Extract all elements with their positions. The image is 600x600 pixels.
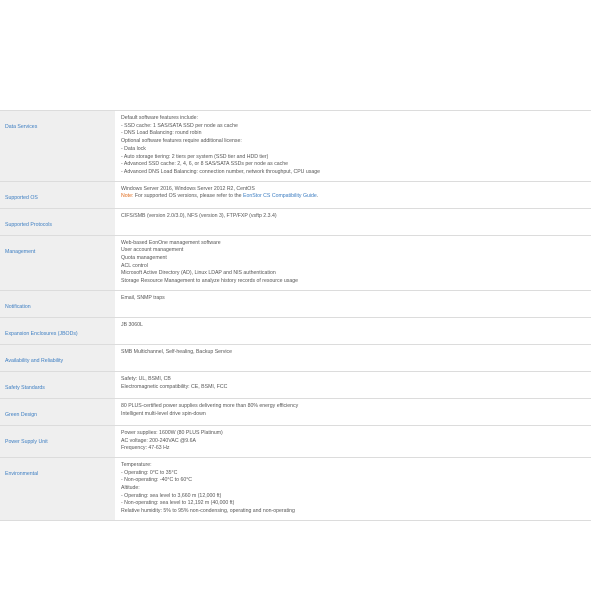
row-text: - Non-operating: sea level to 12,192 m (40,000 ft) bbox=[121, 500, 235, 507]
row-text: Safety: UL, BSMI, CB bbox=[121, 375, 171, 382]
row-safety-standards bbox=[0, 372, 591, 399]
row-text: - Non-operating: -40°C to 60°C bbox=[121, 477, 193, 484]
row-text: - DNS Load Balancing: round robin bbox=[121, 130, 202, 137]
row-text: - Auto storage tiering: 2 tiers per system (SSD tier and HDD tier) bbox=[121, 153, 269, 160]
row-text: Microsoft Active Directory (AD), Linux LDAP and NIS authentication bbox=[121, 270, 276, 277]
row-label: Green Design bbox=[5, 411, 38, 418]
row-text: Altitude: bbox=[121, 485, 140, 492]
row-text: Electromagnetic compatibility: CE, BSMI, FCC bbox=[121, 383, 228, 390]
row-environmental bbox=[0, 458, 591, 521]
row-text: Email, SNMP traps bbox=[121, 294, 165, 301]
row-supported-protocols bbox=[0, 209, 591, 236]
row-text: Quota management bbox=[121, 255, 167, 262]
row-text: - Data lock bbox=[121, 145, 146, 152]
row-text: Windows Server 2016, Windows Server 2012 R2, CentOS bbox=[121, 185, 255, 192]
row-text: AC voltage: 200-240VAC @9.6A bbox=[121, 437, 196, 444]
row-text: - SSD cache: 1 SAS/SATA SSD per node as cache bbox=[121, 122, 238, 129]
row-text: - Operating: sea level to 3,660 m (12,000 ft) bbox=[121, 492, 222, 499]
row-notification bbox=[0, 291, 591, 318]
row-label: Safety Standards bbox=[5, 384, 45, 391]
row-text: Intelligent multi-level drive spin-down bbox=[121, 410, 206, 417]
row-green-design bbox=[0, 399, 591, 426]
note-label: Note: bbox=[121, 193, 134, 200]
row-supported-os bbox=[0, 182, 591, 209]
os-note bbox=[121, 193, 586, 201]
row-text: CIFS/SMB (version 2.0/3.0), NFS (version 3), FTP/FXP (vsftp 2.3.4) bbox=[121, 212, 277, 219]
row-text: 80 PLUS-certified power supplies delivering more than 80% energy efficiency bbox=[121, 402, 299, 409]
specifications-table bbox=[0, 110, 591, 521]
row-text: - Advanced DNS Load Balancing: connection number, network throughput, CPU usage bbox=[121, 168, 320, 175]
row-expansion-enclosures bbox=[0, 318, 591, 345]
row-label: Power Supply Unit bbox=[5, 438, 48, 445]
row-text: Storage Resource Management to analyze history records of resource usage bbox=[121, 278, 299, 285]
row-text: - Advanced SSD cache: 2, 4, 6, or 8 SAS/SATA SSDs per node as cache bbox=[121, 161, 289, 168]
row-label: Notification bbox=[5, 303, 31, 310]
row-text: Optional software features require additional license: bbox=[121, 138, 242, 145]
row-power-supply-unit bbox=[0, 426, 591, 458]
row-text: Frequency: 47-63 Hz bbox=[121, 445, 170, 452]
row-text: Temperature: bbox=[121, 461, 152, 468]
row-label: Supported Protocols bbox=[5, 221, 53, 228]
row-label: Availability and Reliability bbox=[5, 357, 64, 364]
row-text: ACL control bbox=[121, 262, 148, 269]
row-availability-reliability bbox=[0, 345, 591, 372]
row-text: Web-based EonOne management software bbox=[121, 239, 221, 246]
row-data-services bbox=[0, 110, 591, 182]
row-text: User account management bbox=[121, 247, 184, 254]
row-text: - Operating: 0°C to 35°C bbox=[121, 469, 178, 476]
row-label: Supported OS bbox=[5, 194, 38, 201]
row-management bbox=[0, 236, 591, 291]
row-text: Default software features include: bbox=[121, 115, 198, 121]
row-text: Relative humidity: 5% to 95% non-condensing, operating and non-operating bbox=[121, 508, 295, 515]
row-text: SMB Multichannel, Self-healing, Backup Service bbox=[121, 348, 233, 355]
row-label: Expansion Enclosures (JBODs) bbox=[5, 330, 78, 337]
note-text: For supported OS versions, please refer to the bbox=[133, 193, 243, 200]
row-text: Power supplies: 1600W (80 PLUS Platinum) bbox=[121, 429, 223, 436]
row-label: Environmental bbox=[5, 470, 39, 477]
row-label: Data Services bbox=[5, 124, 38, 130]
note-suffix: . bbox=[316, 193, 319, 200]
row-label: Management bbox=[5, 248, 36, 255]
row-text: JB 3060L bbox=[121, 321, 143, 328]
compatibility-guide-link[interactable]: EonStor CS Compatibility Guide bbox=[242, 193, 317, 200]
